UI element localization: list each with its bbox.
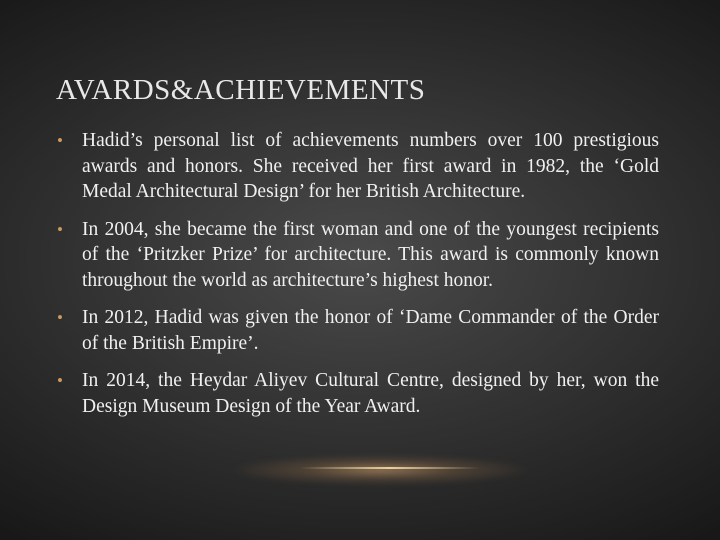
bullet-text: Hadid’s personal list of achievements numbers over 100 prestigious awards and honors. She received her first award in 1982, the ‘Gold Medal Architectural Design’ for her British Architecture. <box>82 130 659 202</box>
slide-title: AVARDS&ACHIEVEMENTS <box>56 74 426 106</box>
light-glow-decoration <box>230 455 530 485</box>
bullet-list <box>56 128 659 431</box>
bullet-text: In 2004, she became the first woman and one of the youngest recipients of the ‘Pritzker Prize’ for architecture. This award is commonly known throughout the world as architecture’s highest honor. <box>82 218 659 291</box>
bullet-item-4 <box>56 368 659 419</box>
bullet-text: In 2014, the Heydar Aliyev Cultural Centre, designed by her, won the Design Museum Design of the Year Award. <box>82 370 659 417</box>
bullet-item-3 <box>56 305 659 356</box>
light-streak-decoration <box>300 467 480 469</box>
bullet-item-1 <box>56 128 659 205</box>
bullet-text: In 2012, Hadid was given the honor of ‘Dame Commander of the Order of the British Empire’. <box>82 307 659 354</box>
bullet-item-2 <box>56 217 659 294</box>
